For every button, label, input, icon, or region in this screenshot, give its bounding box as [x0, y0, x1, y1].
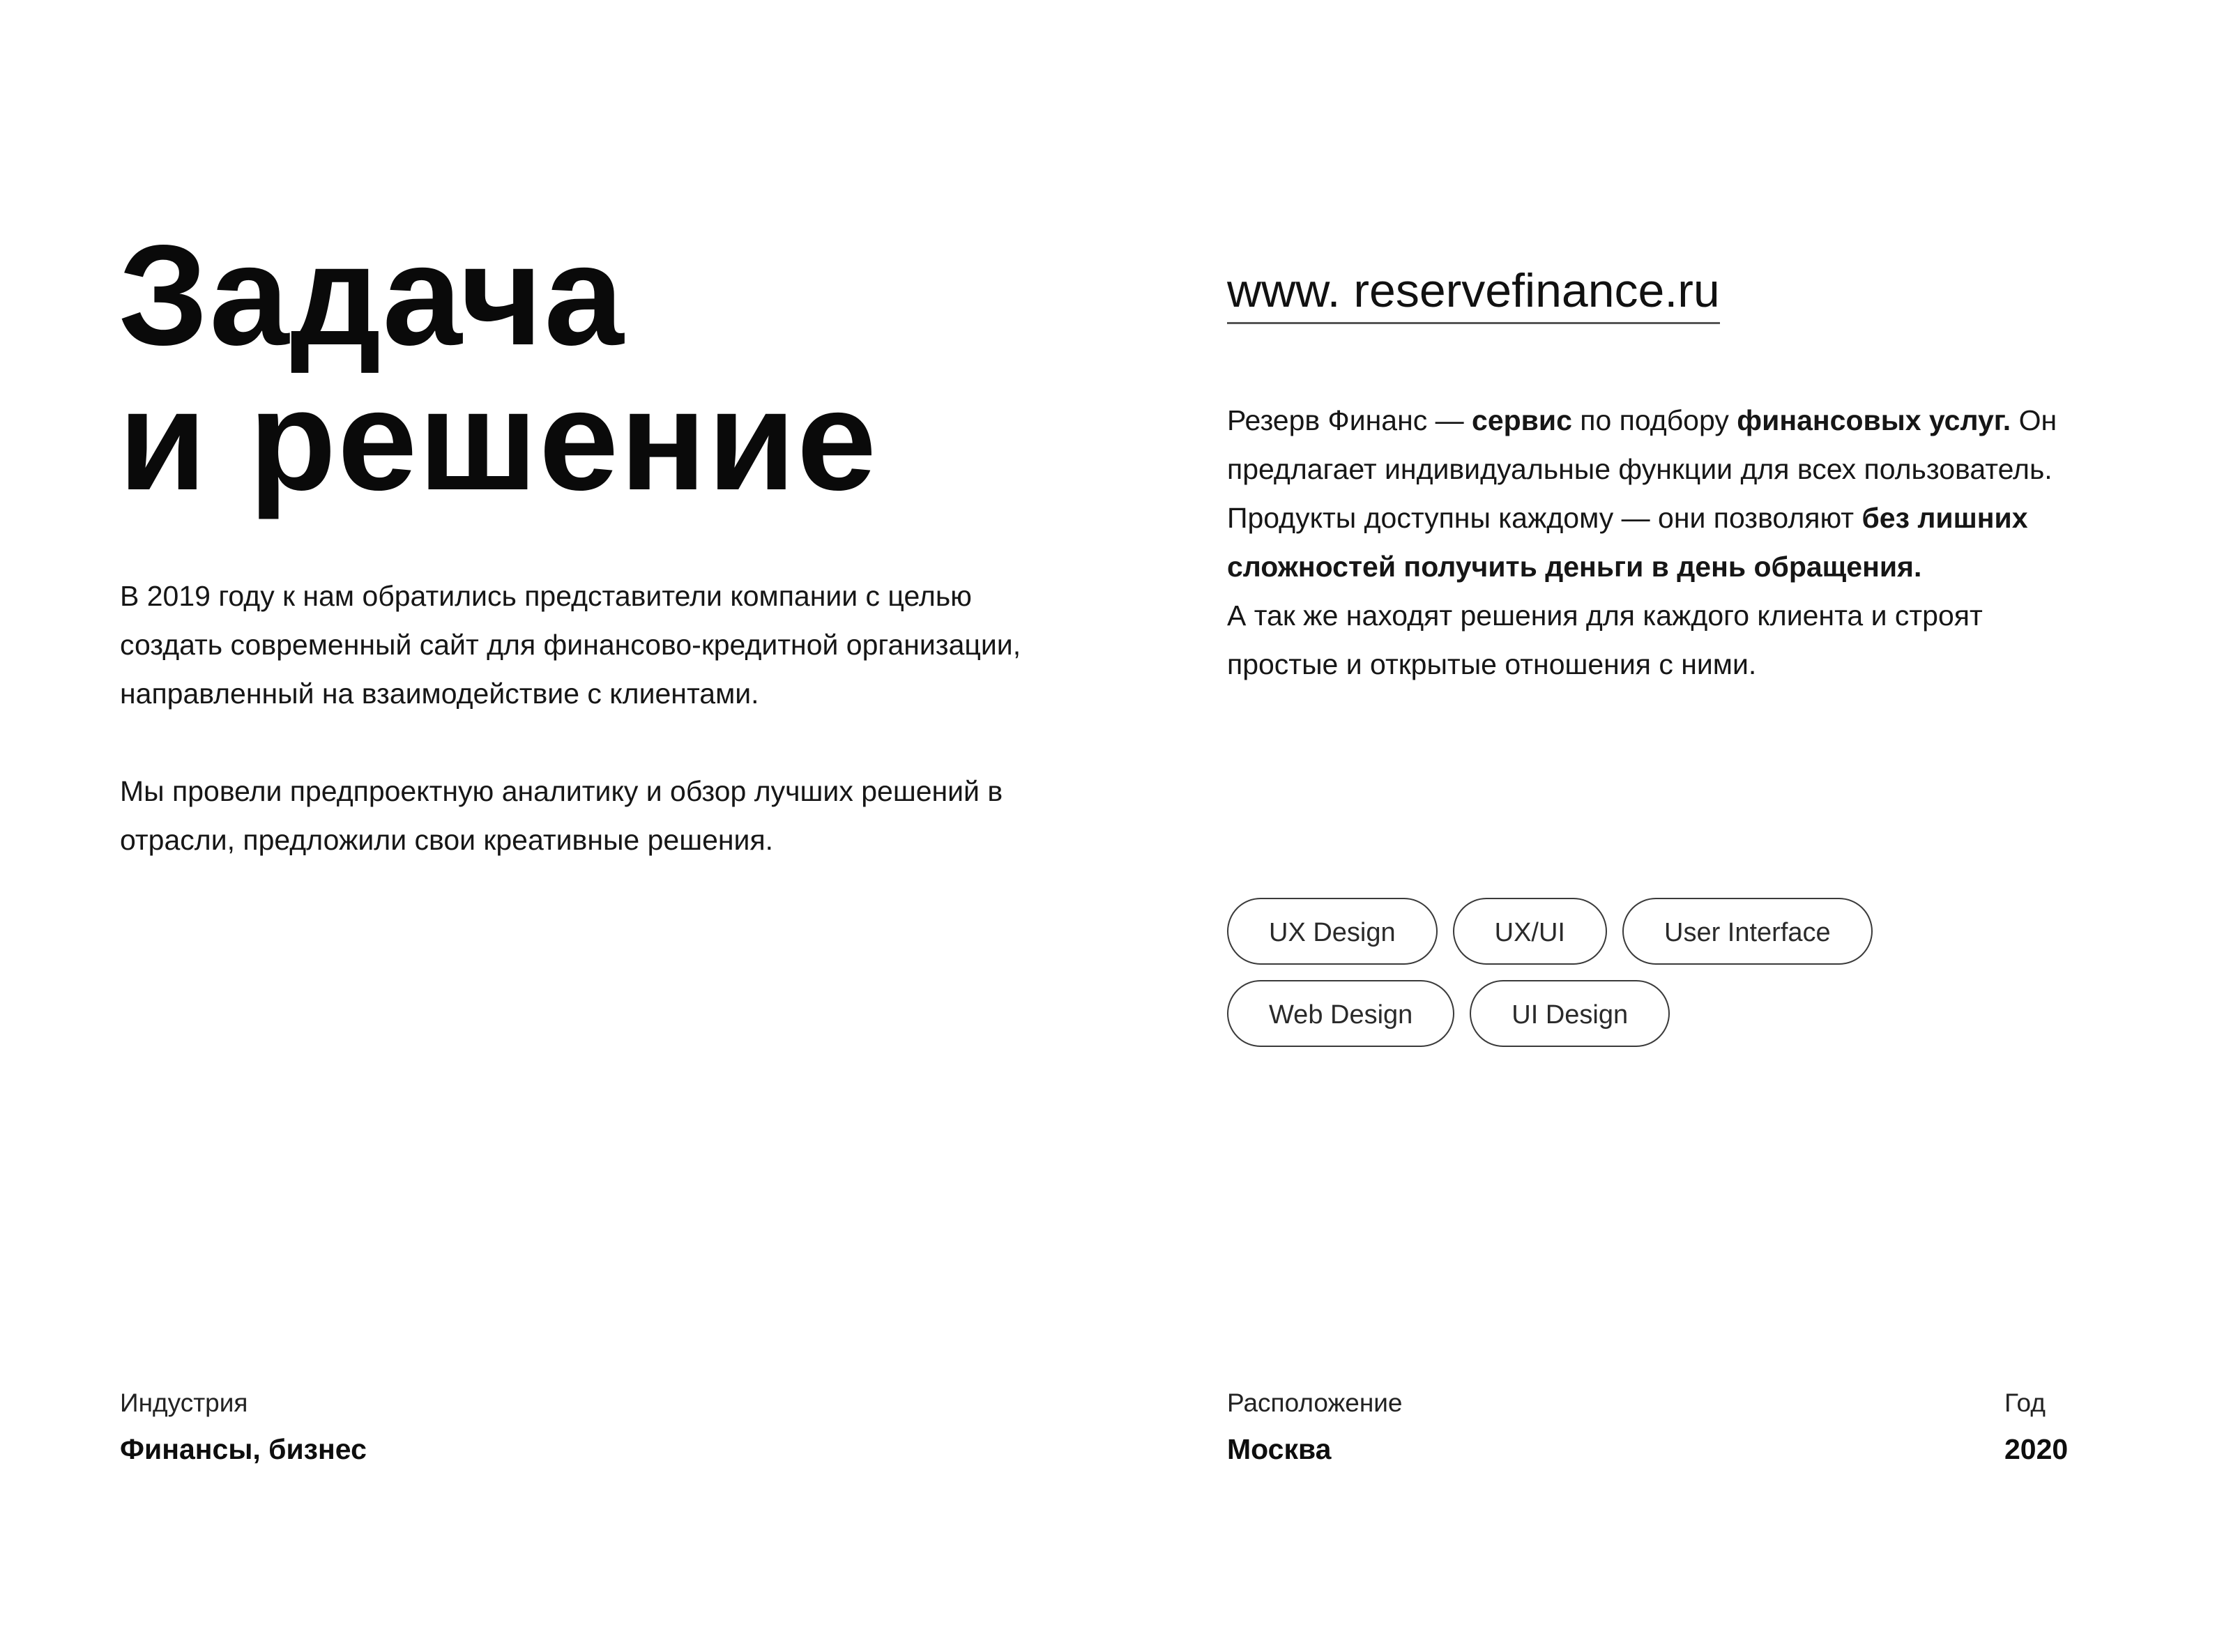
description-paragraph-2: А так же находят решения для каждого клиента и строят простые и открытые отношения с ними.: [1227, 599, 1983, 680]
tag-web-design[interactable]: Web Design: [1227, 980, 1454, 1047]
tag-list: [1227, 898, 2064, 1062]
description-text-3: Он предлагает индивидуальные функции для всех пользователь. Продукты доступны каждому — они позволяют: [1227, 404, 2057, 534]
page-title-line-2: и решение: [119, 360, 878, 520]
year-value: 2020: [2004, 1433, 2069, 1465]
tag-user-interface[interactable]: User Interface: [1622, 898, 1873, 965]
description-bold-get-money: без лишних сложностей получить деньги в день обращения.: [1227, 502, 2028, 583]
tag-ui-design[interactable]: UI Design: [1470, 980, 1670, 1047]
meta-year: [2004, 1387, 2068, 1468]
tag-ux-ui[interactable]: UX/UI: [1453, 898, 1607, 965]
meta-industry: [120, 1387, 367, 1468]
page-title-line-1: Задача: [119, 215, 625, 375]
company-description: [1227, 396, 2064, 689]
website-link[interactable]: www. reservefinance.ru: [1227, 259, 1720, 324]
year-label: Год: [2004, 1389, 2046, 1417]
page-title: [119, 215, 878, 520]
description-text-1: Резерв Финанс —: [1227, 404, 1472, 436]
description-bold-financial-services: финансовых услуг.: [1737, 404, 2011, 436]
intro-paragraph-2: Мы провели предпроектную аналитику и обзор лучших решений в отрасли, предложили свои креативные решения.: [120, 775, 1003, 856]
intro-paragraph-1: В 2019 году к нам обратились представители компании с целью создать современный сайт для финансово-кредитной организации, направленный на взаимодействие с клиентами.: [120, 580, 1021, 710]
meta-location: [1227, 1387, 1403, 1468]
intro-text: [120, 572, 1061, 864]
description-text-2: по подбору: [1571, 404, 1737, 436]
tag-ux-design[interactable]: UX Design: [1227, 898, 1438, 965]
description-bold-service: сервис: [1472, 404, 1572, 436]
location-label: Расположение: [1227, 1389, 1403, 1417]
tag-row-2: [1227, 980, 2064, 1047]
tag-row-1: [1227, 898, 2064, 965]
location-value: Москва: [1227, 1433, 1332, 1465]
industry-label: Индустрия: [120, 1389, 248, 1417]
industry-value: Финансы, бизнес: [120, 1433, 367, 1465]
description-paragraph-1: [1227, 396, 2064, 591]
